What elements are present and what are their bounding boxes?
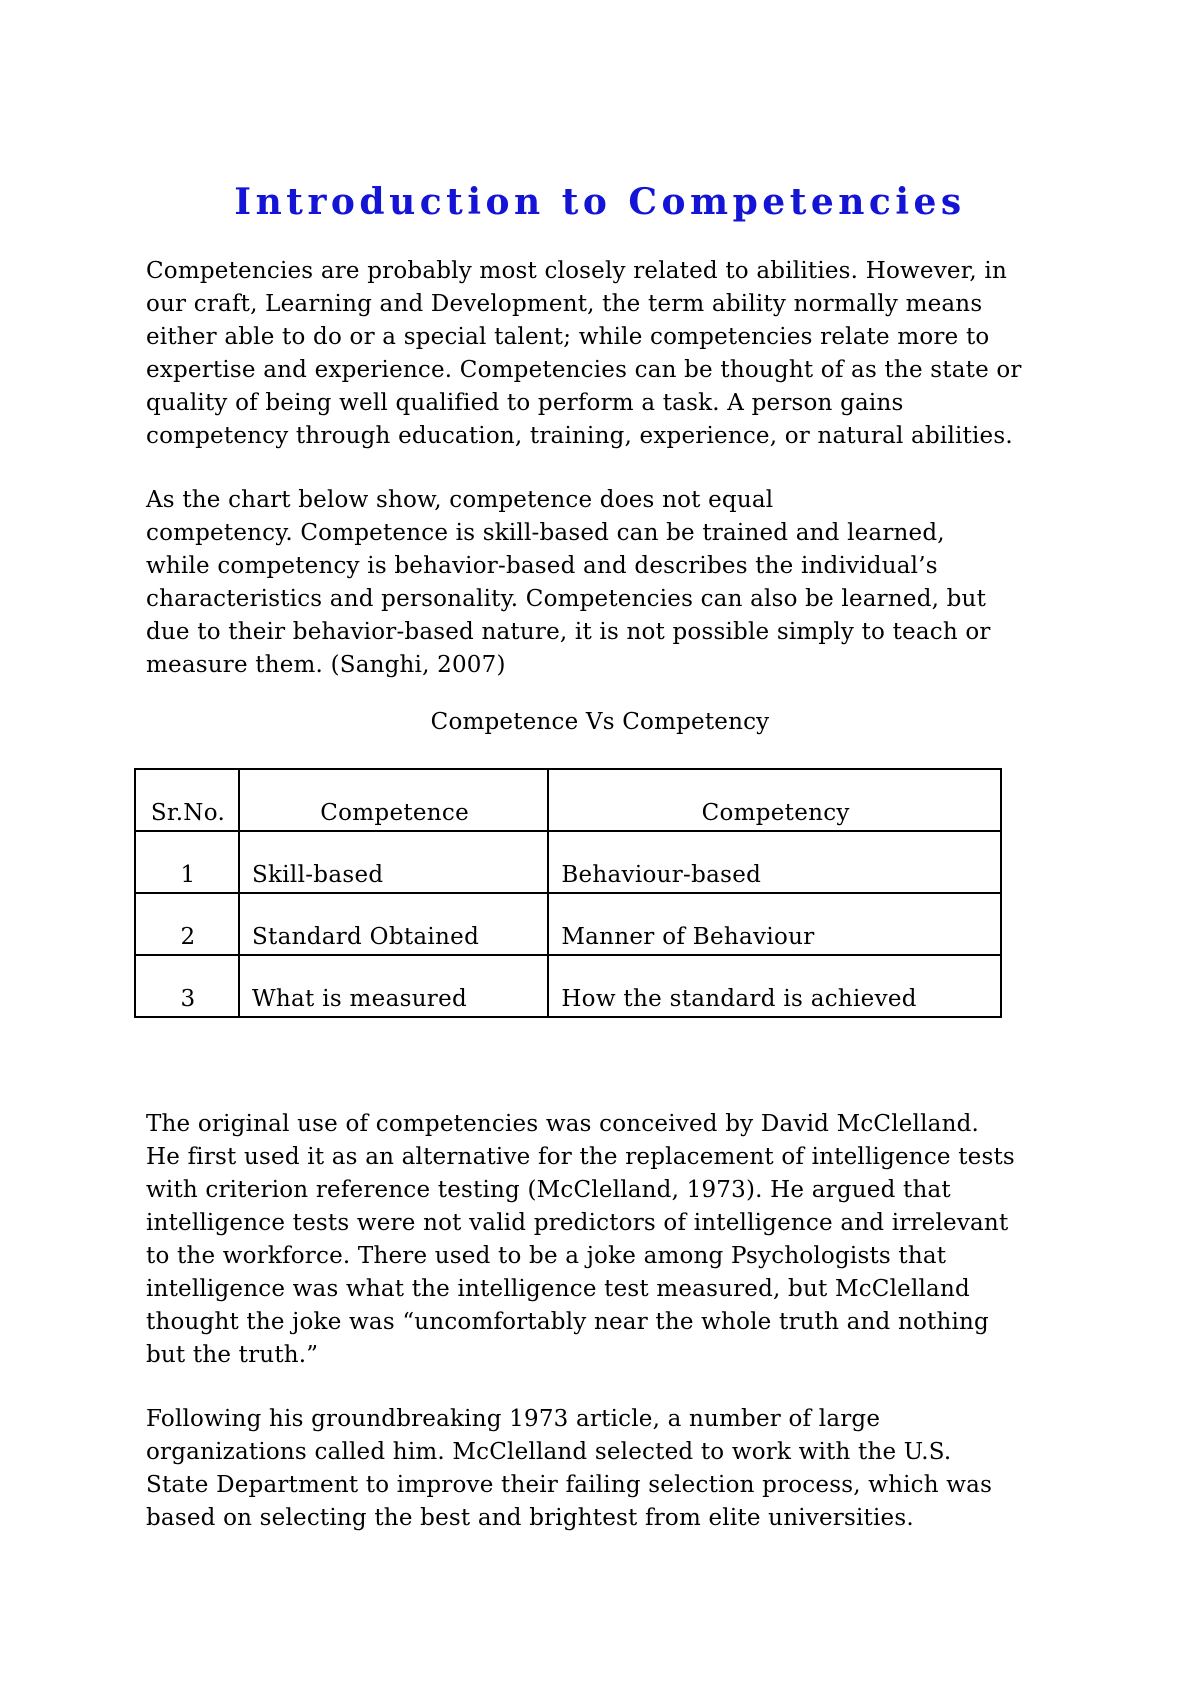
cell-competence: Skill-based [239,831,548,893]
paragraph-line: intelligence tests were not valid predictors of intelligence and irrelevant [146,1210,1009,1236]
paragraph-line: State Department to improve their failing selection process, which was [146,1472,993,1498]
paragraph-line: competency through education, training, experience, or natural abilities. [146,423,1013,449]
paragraph-line: characteristics and personality. Competencies can also be learned, but [146,586,987,612]
header-competence: Competence [239,769,548,831]
paragraph-line: but the truth.” [146,1342,319,1368]
paragraph-line: based on selecting the best and brightest from elite universities. [146,1505,914,1531]
cell-competency: Manner of Behaviour [548,893,1001,955]
paragraph-line: our craft, Learning and Development, the term ability normally means [146,291,983,317]
paragraph-competence-vs-competency [146,484,1066,682]
paragraph-line: competency. Competence is skill-based can be trained and learned, [146,520,945,546]
table-row [135,955,1001,1017]
paragraph-intro [146,255,1066,453]
paragraph-line: expertise and experience. Competencies can be thought of as the state or [146,357,1022,383]
header-sr-no: Sr.No. [135,769,239,831]
paragraph-line: Competencies are probably most closely related to abilities. However, in [146,258,1007,284]
paragraph-line: thought the joke was “uncomfortably near the whole truth and nothing [146,1309,989,1335]
cell-sr-no: 1 [135,831,239,893]
paragraph-line: organizations called him. McClelland selected to work with the U.S. [146,1439,952,1465]
paragraph-line: quality of being well qualified to perform a task. A person gains [146,390,904,416]
header-competency: Competency [548,769,1001,831]
cell-competence: Standard Obtained [239,893,548,955]
paragraph-line: to the workforce. There used to be a joke among Psychologists that [146,1243,947,1269]
paragraph-line: Following his groundbreaking 1973 article, a number of large [146,1406,881,1432]
table-header-row [135,769,1001,831]
paragraph-line: while competency is behavior-based and describes the individual’s [146,553,938,579]
paragraph-line: As the chart below show, competence does not equal [146,487,774,513]
table-caption: Competence Vs Competency [430,709,770,735]
paragraph-line: due to their behavior-based nature, it is not possible simply to teach or [146,619,991,645]
cell-sr-no: 3 [135,955,239,1017]
page-title: Introduction to Competencies [234,181,966,223]
comparison-table [134,768,1002,1018]
cell-sr-no: 2 [135,893,239,955]
table-row [135,831,1001,893]
cell-competence: What is measured [239,955,548,1017]
paragraph-state-department [146,1403,1066,1535]
table-row [135,893,1001,955]
paragraph-line: The original use of competencies was conceived by David McClelland. [146,1111,980,1137]
paragraph-line: measure them. (Sanghi, 2007) [146,652,506,678]
paragraph-line: He first used it as an alternative for the replacement of intelligence tests [146,1144,1015,1170]
paragraph-line: intelligence was what the intelligence test measured, but McClelland [146,1276,970,1302]
cell-competency: Behaviour-based [548,831,1001,893]
paragraph-line: with criterion reference testing (McClelland, 1973). He argued that [146,1177,951,1203]
cell-competency: How the standard is achieved [548,955,1001,1017]
paragraph-line: either able to do or a special talent; while competencies relate more to [146,324,990,350]
paragraph-mcclelland-origin [146,1108,1066,1372]
